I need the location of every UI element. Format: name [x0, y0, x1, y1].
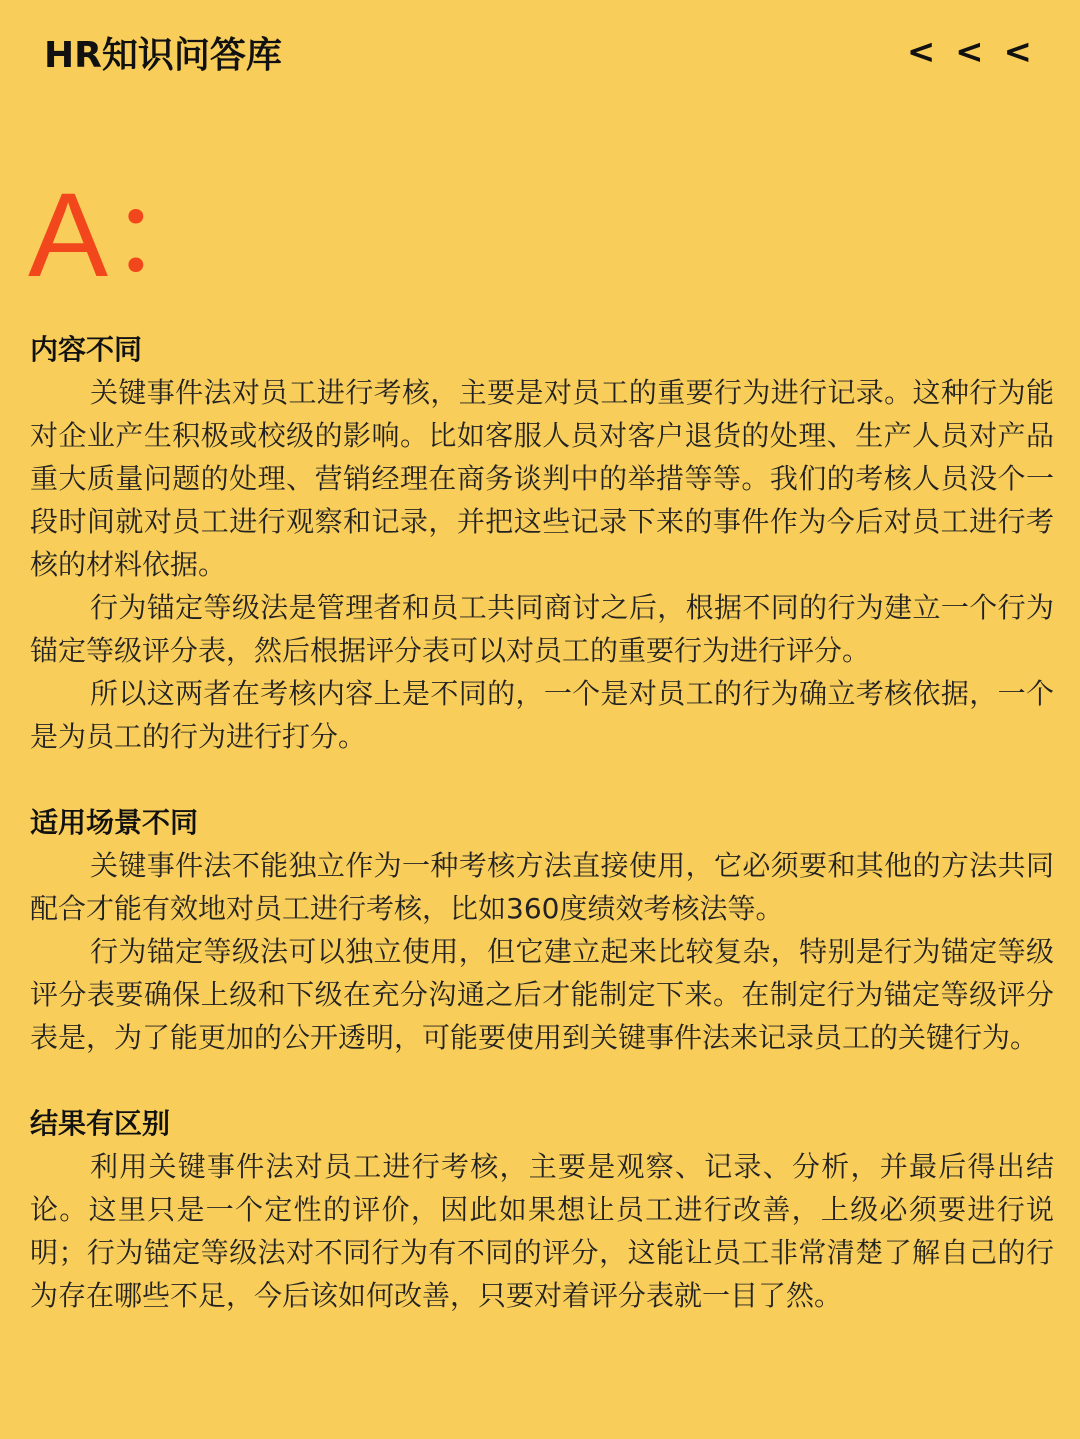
page-title: HR知识问答库	[44, 35, 282, 76]
section-scenario-difference	[30, 801, 1054, 1059]
header	[0, 0, 1080, 110]
back-arrows-icon[interactable]: < < <	[906, 32, 1036, 72]
section-paragraph: 关键事件法不能独立作为一种考核方法直接使用，它必须要和其他的方法共同配合才能有效地对员工进行考核，比如360度绩效考核法等。	[30, 849, 1054, 925]
section-paragraph: 关键事件法对员工进行考核，主要是对员工的重要行为进行记录。这种行为能对企业产生积极或校级的影响。比如客服人员对客户退货的处理、生产人员对产品重大质量问题的处理、营销经理在商务谈判中的举措等等。我们的考核人员没个一段时间就对员工进行观察和记录，并把这些记录下来的事件作为今后对员工进行考核的材料依据。	[30, 376, 1054, 581]
section-paragraph: 行为锚定等级法可以独立使用，但它建立起来比较复杂，特别是行为锚定等级评分表要确保上级和下级在充分沟通之后才能制定下来。在制定行为锚定等级评分表是，为了能更加的公开透明，可能要使用到关键事件法来记录员工的关键行为。	[30, 935, 1054, 1054]
section-heading: 结果有区别	[30, 1107, 171, 1140]
section-result-difference	[30, 1102, 1054, 1317]
section-heading: 适用场景不同	[30, 806, 199, 839]
section-paragraph: 所以这两者在考核内容上是不同的，一个是对员工的行为确立考核依据，一个是为员工的行为进行打分。	[30, 677, 1054, 753]
section-content-difference	[30, 328, 1054, 758]
section-paragraph: 行为锚定等级法是管理者和员工共同商讨之后，根据不同的行为建立一个行为锚定等级评分表，然后根据评分表可以对员工的重要行为进行评分。	[30, 591, 1054, 667]
answer-content	[30, 328, 1054, 1360]
answer-label: A：	[28, 168, 229, 302]
section-heading: 内容不同	[30, 333, 143, 366]
section-paragraph: 利用关键事件法对员工进行考核，主要是观察、记录、分析，并最后得出结论。这里只是一个定性的评价，因此如果想让员工进行改善，上级必须要进行说明；行为锚定等级法对不同行为有不同的评分，这能让员工非常清楚了解自己的行为存在哪些不足，今后该如何改善，只要对着评分表就一目了然。	[30, 1150, 1054, 1312]
